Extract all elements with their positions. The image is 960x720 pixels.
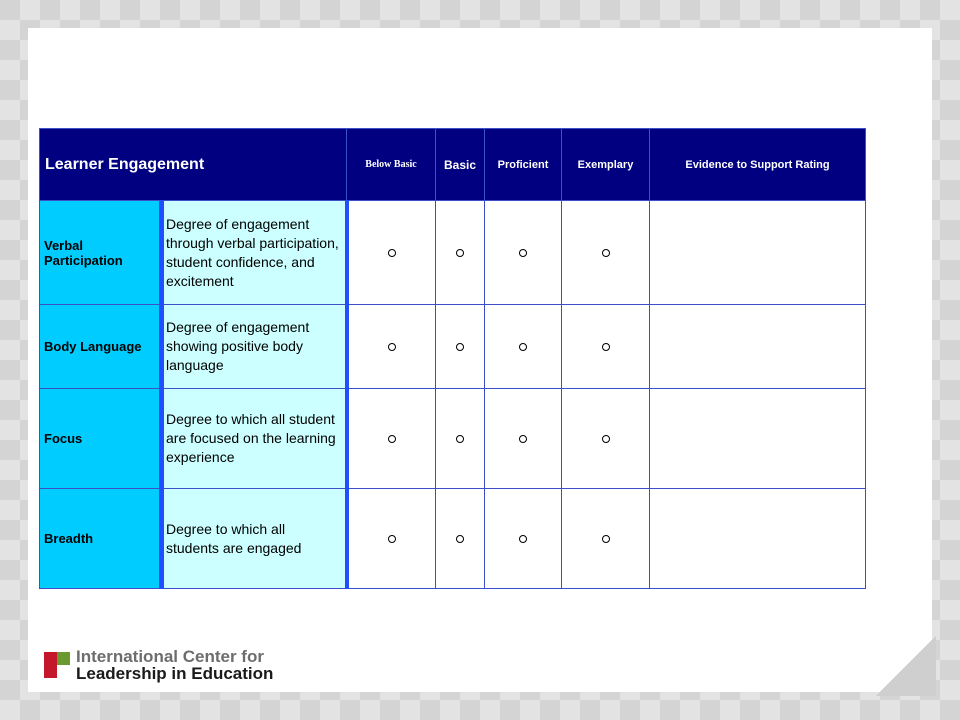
rating-proficient[interactable] [485, 305, 562, 389]
radio-button[interactable] [456, 535, 464, 543]
rating-exemplary[interactable] [562, 489, 650, 589]
description-cell: Degree of engagement showing positive body language [162, 305, 347, 389]
evidence-cell[interactable] [650, 489, 866, 589]
radio-button[interactable] [519, 249, 527, 257]
page-curl-decoration [876, 636, 936, 696]
radio-button[interactable] [456, 435, 464, 443]
criterion-cell: Body Language [40, 305, 162, 389]
radio-button[interactable] [456, 343, 464, 351]
logo-text-line1: International Center for [76, 647, 264, 666]
radio-button[interactable] [602, 435, 610, 443]
organization-logo [44, 648, 273, 682]
rating-basic[interactable] [436, 489, 485, 589]
header-below-basic: Below Basic [347, 129, 436, 201]
rating-below-basic[interactable] [347, 389, 436, 489]
header-evidence: Evidence to Support Rating [650, 129, 866, 201]
rating-below-basic[interactable] [347, 201, 436, 305]
radio-button[interactable] [519, 343, 527, 351]
description-cell: Degree to which all students are engaged [162, 489, 347, 589]
header-proficient: Proficient [485, 129, 562, 201]
rating-exemplary[interactable] [562, 201, 650, 305]
radio-button[interactable] [388, 249, 396, 257]
rating-proficient[interactable] [485, 389, 562, 489]
description-cell: Degree of engagement through verbal participation, student confidence, and excitement [162, 201, 347, 305]
logo-mark-icon [44, 652, 70, 678]
radio-button[interactable] [519, 535, 527, 543]
radio-button[interactable] [602, 535, 610, 543]
rating-exemplary[interactable] [562, 389, 650, 489]
logo-text-line2: Leadership in Education [76, 664, 274, 683]
description-cell: Degree to which all student are focused on the learning experience [162, 389, 347, 489]
radio-button[interactable] [388, 435, 396, 443]
radio-button[interactable] [602, 249, 610, 257]
header-basic: Basic [436, 129, 485, 201]
evidence-cell[interactable] [650, 305, 866, 389]
table-row [40, 305, 866, 389]
table-title: Learner Engagement [40, 129, 347, 201]
table-row [40, 389, 866, 489]
radio-button[interactable] [519, 435, 527, 443]
rating-proficient[interactable] [485, 489, 562, 589]
evidence-cell[interactable] [650, 389, 866, 489]
rating-below-basic[interactable] [347, 489, 436, 589]
rubric-table [39, 128, 866, 589]
rating-below-basic[interactable] [347, 305, 436, 389]
radio-button[interactable] [388, 343, 396, 351]
rating-basic[interactable] [436, 389, 485, 489]
slide [28, 28, 932, 692]
criterion-cell: Verbal Participation [40, 201, 162, 305]
table-row [40, 201, 866, 305]
criterion-cell: Breadth [40, 489, 162, 589]
radio-button[interactable] [456, 249, 464, 257]
radio-button[interactable] [388, 535, 396, 543]
rating-proficient[interactable] [485, 201, 562, 305]
criterion-cell: Focus [40, 389, 162, 489]
header-row [40, 129, 866, 201]
table-row [40, 489, 866, 589]
rating-basic[interactable] [436, 305, 485, 389]
rating-exemplary[interactable] [562, 305, 650, 389]
rating-basic[interactable] [436, 201, 485, 305]
evidence-cell[interactable] [650, 201, 866, 305]
radio-button[interactable] [602, 343, 610, 351]
header-exemplary: Exemplary [562, 129, 650, 201]
